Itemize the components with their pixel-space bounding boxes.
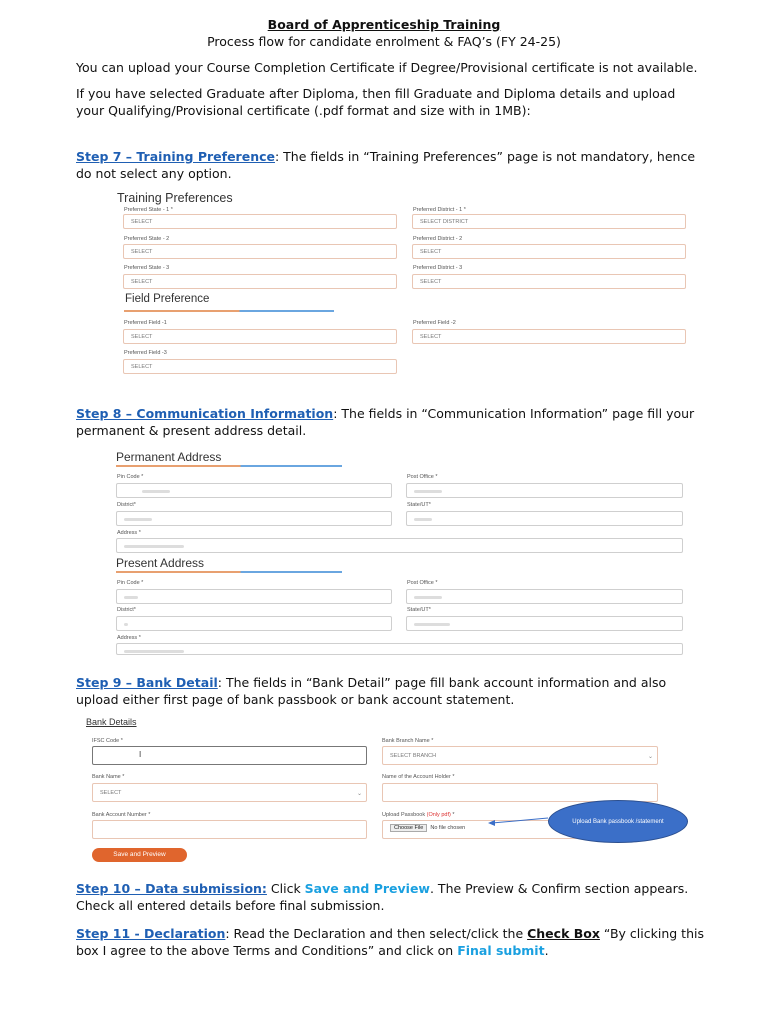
state3-select[interactable]: SELECT [123,274,397,289]
permanent-address-label: Address * [117,530,141,536]
present-district-field[interactable] [116,616,392,631]
district3-label: Preferred District - 3 [413,265,463,271]
present-pin-label: Pin Code * [117,580,144,586]
upload-label: Upload Passbook (Only pdf) * [382,812,455,818]
choose-file-button[interactable]: Choose File [390,824,427,832]
step11-link[interactable]: Step 11 - Declaration [76,926,226,941]
present-address-field[interactable] [116,643,683,655]
no-file-text: No file chosen [430,825,466,831]
state2-label: Preferred State - 2 [124,236,170,242]
step9-paragraph [76,674,706,708]
ifsc-input[interactable] [92,746,367,765]
step8-text: : The fields in “Communication Information” page fill your permanent & present address detail. [76,406,695,438]
document-subtitle: Process flow for candidate enrolment & FAQ’s (FY 24-25) [207,34,561,49]
branch-label: Bank Branch Name * [382,738,434,744]
field-preference-underline [124,310,334,312]
district1-select[interactable]: SELECT DISTRICT [412,214,686,229]
permanent-pin-field[interactable] [116,483,392,498]
permanent-post-label: Post Office * [407,474,438,480]
callout-arrow [488,812,550,826]
present-district-label: District* [117,607,136,613]
present-state-label: State/UT* [407,607,431,613]
bank-name-select[interactable]: SELECT ⌄ [92,783,367,802]
step7-link[interactable]: Step 7 – Training Preference [76,149,275,164]
ifsc-label: IFSC Code * [92,738,123,744]
present-post-field[interactable] [406,589,683,604]
field-preference-heading: Field Preference [125,293,210,305]
permanent-district-field[interactable] [116,511,392,526]
permanent-state-label: State/UT* [407,502,431,508]
district3-select[interactable]: SELECT [412,274,686,289]
account-input[interactable] [92,820,367,839]
chevron-down-icon: ⌄ [647,754,653,760]
field2-select[interactable]: SELECT [412,329,686,344]
permanent-state-field[interactable] [406,511,683,526]
district2-select[interactable]: SELECT [412,244,686,259]
step7-paragraph [76,148,706,182]
para-upload-certificate: You can upload your Course Completion Certificate if Degree/Provisional certificate is not available. [76,60,698,75]
step9-link[interactable]: Step 9 – Bank Detail [76,675,218,690]
present-pin-field[interactable] [116,589,392,604]
step9-text: : The fields in “Bank Detail” page fill bank account information and also upload either first page of bank passbook or bank account statement. [76,675,667,707]
bank-details-heading: Bank Details [86,717,137,727]
present-address-heading: Present Address [116,556,205,570]
present-state-field[interactable] [406,616,683,631]
step8-paragraph [76,405,706,439]
save-and-preview-button[interactable]: Save and Preview [92,848,187,862]
present-address-label: Address * [117,635,141,641]
final-submit-highlight: Final submit [457,943,545,958]
step10-link[interactable]: Step 10 – Data submission: [76,881,267,896]
present-address-underline [116,571,342,573]
save-and-preview-highlight: Save and Preview [304,881,430,896]
step10-paragraph: Step 10 – Data submission: Click Save and Preview. The Preview & Confirm section appears. Check all entered details before final submission. [76,881,689,913]
para-graduate: If you have selected Graduate after Diploma, then fill Graduate and Diploma details and upload your Qualifying/Provisional certificate (.pdf format and size with in 1MB): [76,86,676,118]
permanent-address-heading: Permanent Address [116,450,222,464]
state1-label: Preferred State - 1 * [124,207,173,213]
state1-select[interactable]: SELECT [123,214,397,229]
field1-select[interactable]: SELECT [123,329,397,344]
permanent-address-underline [116,465,342,467]
bank-details-screenshot [86,716,692,866]
permanent-pin-label: Pin Code * [117,474,144,480]
document-title: Board of Apprenticeship Training [267,17,501,32]
state3-label: Preferred State - 3 [124,265,170,271]
district2-label: Preferred District - 2 [413,236,463,242]
bank-name-label: Bank Name * [92,774,125,780]
step7-text: : The fields in “Training Preferences” page is not mandatory, hence do not select any option. [76,149,696,181]
step8-link[interactable]: Step 8 – Communication Information [76,406,334,421]
step11-paragraph: Step 11 - Declaration: Read the Declaration and then select/click the Check Box “By clicking this box I agree to the above Terms and Conditions” and click on Final submit. [76,926,704,958]
permanent-district-label: District* [117,502,136,508]
field3-select[interactable]: SELECT [123,359,397,374]
training-preferences-heading: Training Preferences [117,191,233,205]
permanent-address-field[interactable] [116,538,683,553]
field2-label: Preferred Field -2 [413,320,456,326]
upload-passbook-callout: Upload Bank passbook /statement [548,800,688,843]
communication-info-screenshot [110,447,692,655]
holder-label: Name of the Account Holder * [382,774,455,780]
field3-label: Preferred Field -3 [124,350,167,356]
branch-select[interactable]: SELECT BRANCH ⌄ [382,746,658,765]
text-cursor-icon: I [139,750,142,759]
state2-select[interactable]: SELECT [123,244,397,259]
account-label: Bank Account Number * [92,812,151,818]
training-preferences-screenshot [112,188,692,378]
permanent-post-field[interactable] [406,483,683,498]
chevron-down-icon: ⌄ [356,791,362,797]
check-box-text: Check Box [527,926,600,941]
district1-label: Preferred District - 1 * [413,207,466,213]
present-post-label: Post Office * [407,580,438,586]
field1-label: Preferred Field -1 [124,320,167,326]
